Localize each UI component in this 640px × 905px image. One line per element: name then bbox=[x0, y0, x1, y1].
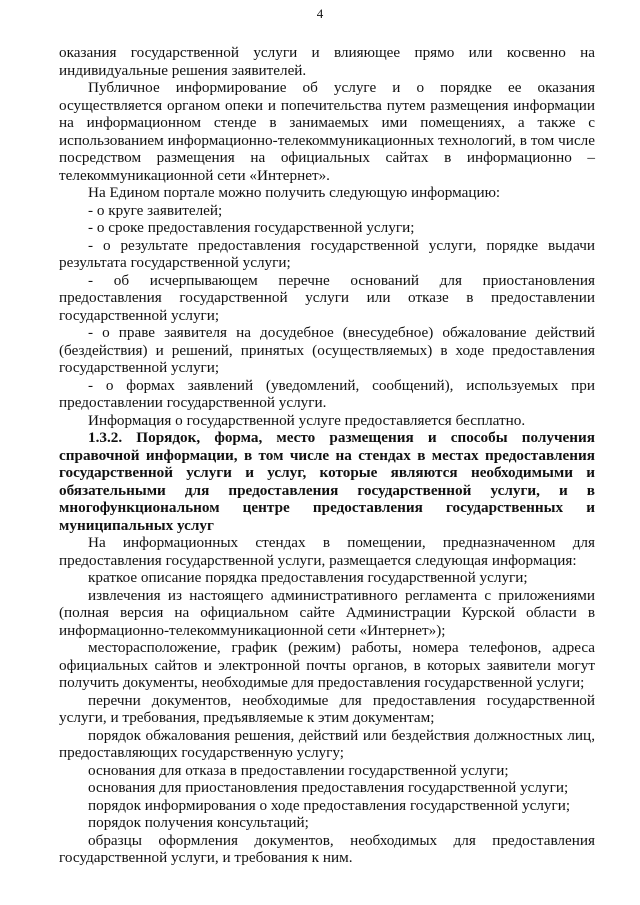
page-number: 4 bbox=[316, 6, 324, 21]
paragraph: На Едином портале можно получить следующую информацию: bbox=[88, 184, 501, 201]
paragraph: основания для приостановления предоставления государственной услуги; bbox=[88, 779, 569, 796]
paragraph: - о круге заявителей; bbox=[88, 201, 223, 219]
paragraph: - о сроке предоставления государственной услуги; bbox=[88, 219, 415, 236]
paragraph: Информация о государственной услуге предоставляется бесплатно. bbox=[88, 411, 526, 429]
paragraph: образцы оформления документов, необходимых для предоставления государственной услуги, и требования к ним. bbox=[59, 831, 595, 866]
paragraph: оказания государственной услуги и влияющее прямо или косвенно на индивидуальные решения заявителей. bbox=[59, 44, 595, 79]
document-body bbox=[59, 44, 595, 867]
paragraph: Публичное информирование об услуге и о порядке ее оказания осуществляется органом опеки и попечительства путем размещения информации на информационном стенде в занимаемых ими помещениях, а также с использованием информационно-телекоммуникационных технологий, в том числе посредством размещения на официальных сайтах в информационно – телекоммуникационной сети «Интернет». bbox=[59, 79, 595, 184]
paragraph: порядок обжалования решения, действий или бездействия должностных лиц, предоставляющих государственную услугу; bbox=[59, 726, 595, 761]
paragraph: перечни документов, необходимые для предоставления государственной услуги, и требования, предъявляемые к этим документам; bbox=[59, 691, 595, 726]
paragraph: порядок информирования о ходе предоставления государственной услуги; bbox=[88, 796, 571, 814]
paragraph: краткое описание порядка предоставления государственной услуги; bbox=[88, 569, 528, 586]
paragraph: - о праве заявителя на досудебное (внесудебное) обжалование действий (бездействия) и решений, принятых (осуществляемых) в ходе предоставления государственной услуги; bbox=[59, 324, 595, 376]
paragraph: - об исчерпывающем перечне оснований для приостановления предоставления государственной услуги или отказе в предоставлении государственной услуги; bbox=[59, 271, 595, 324]
paragraph: порядок получения консультаций; bbox=[88, 814, 309, 831]
paragraph: - о формах заявлений (уведомлений, сообщений), используемых при предоставлении государственной услуги. bbox=[59, 376, 595, 411]
paragraph: основания для отказа в предоставлении государственной услуги; bbox=[88, 761, 509, 779]
paragraph: извлечения из настоящего административного регламента с приложениями (полная версия на официальном сайте Администрации Курской области в информационно-телекоммуникационной сети «Интернет»); bbox=[59, 586, 595, 639]
paragraph: - о результате предоставления государственной услуги, порядке выдачи результата государственной услуги; bbox=[59, 236, 595, 271]
paragraph: На информационных стендах в помещении, предназначенном для предоставления государственной услуги, размещается следующая информация: bbox=[59, 534, 595, 569]
section-heading: 1.3.2. Порядок, форма, место размещения и способы получения справочной информации, в том числе на стендах в местах предоставления государственной услуги и услуг, которые являются необходимыми и обязательными для предоставления государственной услуги, и в многофункциональном центре предоставления государственных и муниципальных услуг bbox=[59, 429, 595, 534]
paragraph: месторасположение, график (режим) работы, номера телефонов, адреса официальных сайтов и электронной почты органов, в которых заявители могут получить документы, необходимые для предоставления государственной услуги; bbox=[59, 639, 595, 691]
